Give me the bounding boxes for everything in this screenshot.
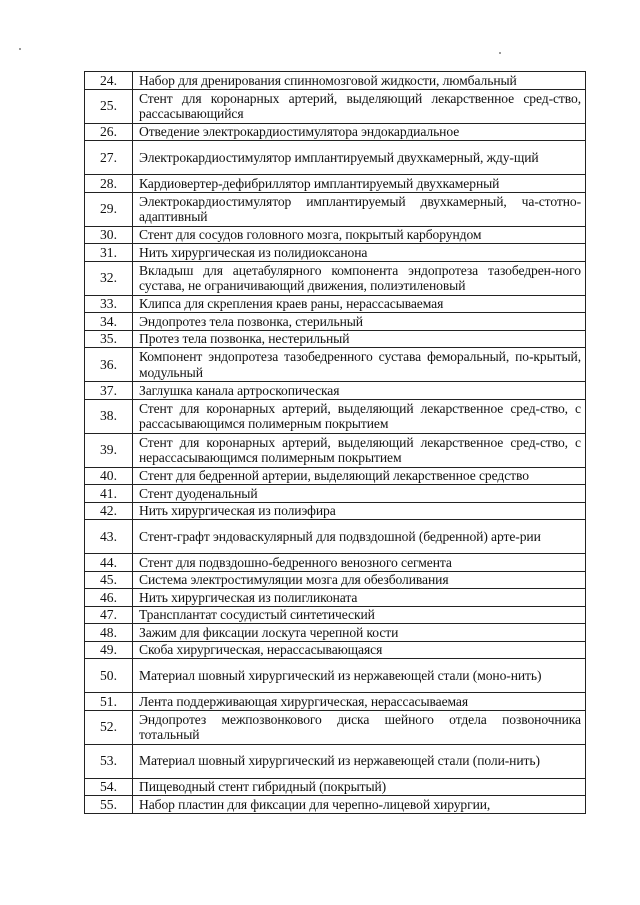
row-text: Материал шовный хирургический из нержавеющей стали (поли-нить) (133, 744, 586, 778)
table-row (85, 399, 586, 433)
table-row (85, 624, 586, 642)
row-number: 49. (85, 641, 133, 659)
row-text: Протез тела позвонка, нестерильный (133, 330, 586, 348)
table-row (85, 554, 586, 572)
table-row (85, 641, 586, 659)
medical-devices-table (84, 71, 586, 814)
table-row (85, 659, 586, 693)
row-number: 27. (85, 141, 133, 175)
row-text: Нить хирургическая из полиэфира (133, 502, 586, 520)
table-row (85, 778, 586, 796)
table-row (85, 606, 586, 624)
table-row (85, 796, 586, 814)
table-row (85, 502, 586, 520)
row-text: Стент для подвздошно-бедренного венозного сегмента (133, 554, 586, 572)
table-row (85, 710, 586, 744)
row-number: 41. (85, 485, 133, 503)
row-number: 29. (85, 192, 133, 226)
row-number: 39. (85, 433, 133, 467)
row-text: Нить хирургическая из полигликоната (133, 589, 586, 607)
row-text: Скоба хирургическая, нерассасывающаяся (133, 641, 586, 659)
row-number: 30. (85, 226, 133, 244)
row-text: Эндопротез тела позвонка, стерильный (133, 313, 586, 331)
table-row (85, 348, 586, 382)
row-number: 51. (85, 693, 133, 711)
table-row (85, 89, 586, 123)
row-number: 50. (85, 659, 133, 693)
scan-speck (19, 48, 21, 50)
table-row (85, 330, 586, 348)
table-row (85, 192, 586, 226)
row-text: Трансплантат сосудистый синтетический (133, 606, 586, 624)
table-row (85, 433, 586, 467)
table-row (85, 382, 586, 400)
row-number: 24. (85, 72, 133, 90)
row-number: 37. (85, 382, 133, 400)
row-text: Пищеводный стент гибридный (покрытый) (133, 778, 586, 796)
row-text: Вкладыш для ацетабулярного компонента эндопротеза тазобедрен-ного сустава, не ограничивающий движения, полиэтиленовый (133, 261, 586, 295)
row-number: 25. (85, 89, 133, 123)
row-text: Заглушка канала артроскопическая (133, 382, 586, 400)
row-number: 43. (85, 520, 133, 554)
row-text: Стент для коронарных артерий, выделяющий лекарственное сред-ство, с рассасывающимся полимерным покрытием (133, 399, 586, 433)
table-row (85, 589, 586, 607)
row-number: 40. (85, 467, 133, 485)
table-row (85, 313, 586, 331)
table-row (85, 141, 586, 175)
row-number: 44. (85, 554, 133, 572)
row-text: Стент для коронарных артерий, выделяющий лекарственное сред-ство, с нерассасывающимся полимерным покрытием (133, 433, 586, 467)
row-text: Набор для дренирования спинномозговой жидкости, люмбальный (133, 72, 586, 90)
row-number: 47. (85, 606, 133, 624)
row-text: Набор пластин для фиксации для черепно-лицевой хирургии, (133, 796, 586, 814)
row-text: Электрокардиостимулятор имплантируемый двухкамерный, жду-щий (133, 141, 586, 175)
row-text: Зажим для фиксации лоскута черепной кости (133, 624, 586, 642)
row-number: 42. (85, 502, 133, 520)
row-text: Клипса для скрепления краев раны, нерассасываемая (133, 295, 586, 313)
table-row (85, 744, 586, 778)
row-number: 28. (85, 175, 133, 193)
row-number: 33. (85, 295, 133, 313)
row-text: Стент для бедренной артерии, выделяющий лекарственное средство (133, 467, 586, 485)
row-number: 38. (85, 399, 133, 433)
row-text: Нить хирургическая из полидиоксанона (133, 244, 586, 262)
row-number: 52. (85, 710, 133, 744)
row-number: 32. (85, 261, 133, 295)
row-number: 36. (85, 348, 133, 382)
table-row (85, 520, 586, 554)
row-text: Кардиовертер-дефибриллятор имплантируемый двухкамерный (133, 175, 586, 193)
row-number: 54. (85, 778, 133, 796)
table-row (85, 571, 586, 589)
row-text: Стент-графт эндоваскулярный для подвздошной (бедренной) арте-рии (133, 520, 586, 554)
table-row (85, 693, 586, 711)
scan-speck (499, 52, 501, 54)
table-row (85, 123, 586, 141)
table-row (85, 485, 586, 503)
row-text: Компонент эндопротеза тазобедренного сустава феморальный, по-крытый, модульный (133, 348, 586, 382)
row-number: 26. (85, 123, 133, 141)
row-number: 55. (85, 796, 133, 814)
row-number: 34. (85, 313, 133, 331)
row-text: Отведение электрокардиостимулятора эндокардиальное (133, 123, 586, 141)
row-text: Стент для коронарных артерий, выделяющий лекарственное сред-ство, рассасывающийся (133, 89, 586, 123)
row-number: 45. (85, 571, 133, 589)
row-number: 46. (85, 589, 133, 607)
table-row (85, 467, 586, 485)
row-text: Материал шовный хирургический из нержавеющей стали (моно-нить) (133, 659, 586, 693)
table-row (85, 244, 586, 262)
row-text: Эндопротез межпозвонкового диска шейного отдела позвоночника тотальный (133, 710, 586, 744)
row-text: Электрокардиостимулятор имплантируемый двухкамерный, ча-стотно-адаптивный (133, 192, 586, 226)
table-row (85, 226, 586, 244)
row-number: 48. (85, 624, 133, 642)
row-text: Система электростимуляции мозга для обезболивания (133, 571, 586, 589)
row-text: Стент дуоденальный (133, 485, 586, 503)
table-row (85, 175, 586, 193)
row-text: Лента поддерживающая хирургическая, нерассасываемая (133, 693, 586, 711)
row-number: 53. (85, 744, 133, 778)
table-row (85, 261, 586, 295)
row-number: 35. (85, 330, 133, 348)
table-row (85, 72, 586, 90)
row-number: 31. (85, 244, 133, 262)
row-text: Стент для сосудов головного мозга, покрытый карборундом (133, 226, 586, 244)
table-row (85, 295, 586, 313)
